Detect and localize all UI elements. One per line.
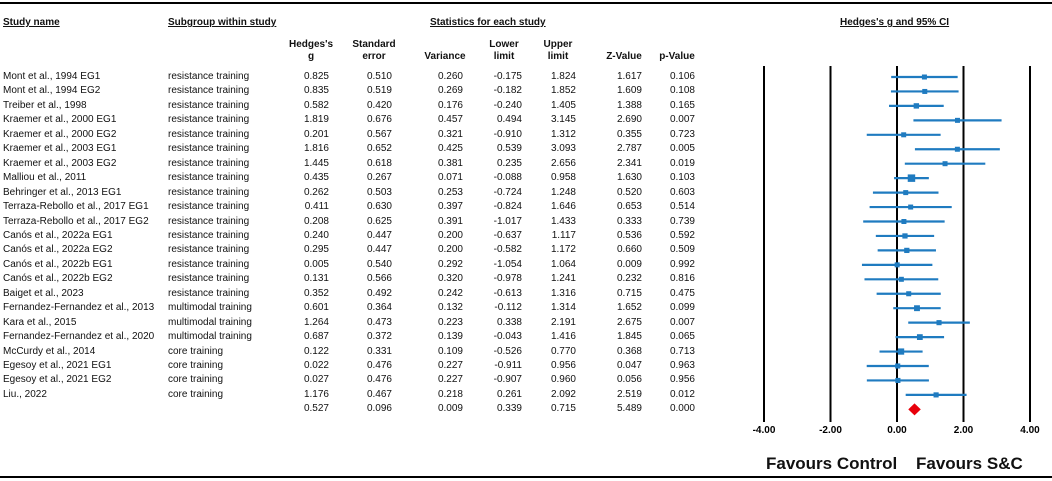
effect-marker	[934, 392, 939, 397]
stat-cell-se: 0.630	[366, 201, 392, 213]
stat-cell-z: 0.232	[616, 273, 642, 285]
study-name-cell: Kara et al., 2015	[3, 316, 77, 328]
stat-cell-g: 0.835	[303, 85, 329, 97]
stat-cell-z: 2.519	[616, 388, 642, 400]
study-name-cell: Liu., 2022	[3, 388, 47, 400]
stat-cell-lower: -0.637	[493, 229, 522, 241]
stat-cell-g: 0.201	[303, 128, 329, 140]
stat-cell-g: 0.122	[303, 345, 329, 357]
stat-cell-se: 0.540	[366, 258, 392, 270]
stat-cell-p: 0.956	[669, 374, 695, 386]
x-tick-label: -4.00	[752, 425, 776, 436]
stat-cell-p: 0.165	[669, 99, 695, 111]
stat-cell-lower: -0.088	[493, 172, 522, 184]
stat-cell-g: 0.435	[303, 172, 329, 184]
stat-cell-g: 1.816	[303, 143, 329, 155]
subgroup-cell: resistance training	[168, 99, 250, 111]
stat-cell-z: 2.675	[616, 316, 642, 328]
stat-cell-upper: 1.241	[550, 273, 576, 285]
stat-cell-p: 0.007	[669, 114, 695, 126]
stat-cell-g: 0.411	[304, 201, 329, 213]
stat-cell-z: 0.355	[616, 128, 642, 140]
stat-cell-var: 0.071	[437, 172, 463, 184]
stat-cell-p: 0.065	[669, 331, 695, 343]
stat-cell-lower: -0.240	[493, 99, 522, 111]
stat-cell-lower: 0.261	[496, 388, 522, 400]
stat-cell-p: 0.005	[669, 143, 695, 155]
stat-cell-p: 0.713	[669, 345, 695, 357]
study-name-cell: Kraemer et al., 2003 EG1	[3, 143, 117, 155]
stat-cell-var: 0.109	[437, 345, 463, 357]
effect-marker	[898, 348, 904, 354]
stat-cell-z: 0.715	[616, 287, 642, 299]
stat-cell-se: 0.420	[366, 99, 392, 111]
stat-cell-lower: -0.911	[494, 360, 522, 371]
statistics-header: Statistics for each study	[430, 17, 546, 28]
stat-cell-lower: -0.175	[493, 71, 522, 82]
study-name-cell: Kraemer et al., 2000 EG2	[3, 128, 117, 140]
stat-cell-p: 0.099	[669, 302, 695, 314]
effect-marker	[904, 248, 909, 253]
subgroup-header: Subgroup within study	[168, 17, 277, 28]
stat-cell-se: 0.364	[366, 302, 392, 314]
stat-cell-p: 0.509	[669, 244, 695, 256]
stat-cell-z: 0.536	[616, 229, 642, 241]
summary-cell-z: 5.489	[616, 403, 642, 415]
effect-marker	[902, 233, 907, 238]
stat-cell-var: 0.381	[437, 157, 463, 169]
study-name-cell: Mont et al., 1994 EG2	[3, 85, 101, 97]
stat-cell-se: 0.447	[366, 229, 392, 241]
effect-marker	[914, 103, 919, 108]
stat-cell-se: 0.519	[366, 85, 392, 97]
stat-cell-se: 0.467	[366, 388, 392, 400]
stat-cell-lower: 0.494	[496, 114, 522, 126]
subgroup-cell: core training	[168, 360, 224, 371]
stat-cell-se: 0.476	[366, 374, 392, 386]
stat-cell-se: 0.566	[366, 273, 392, 285]
stat-cell-z: 2.690	[616, 114, 642, 126]
subgroup-cell: multimodal training	[168, 316, 252, 328]
stat-cell-se: 0.447	[366, 244, 392, 256]
effect-marker	[922, 89, 927, 94]
effect-marker	[895, 363, 900, 368]
subgroup-cell: core training	[168, 374, 224, 386]
stat-cell-se: 0.676	[366, 114, 392, 126]
stat-cell-z: 0.333	[616, 215, 642, 227]
subgroup-cell: resistance training	[168, 71, 250, 82]
stat-cell-lower: -0.907	[493, 374, 522, 386]
stat-cell-p: 0.603	[669, 186, 695, 198]
stat-cell-g: 0.687	[303, 331, 329, 343]
effect-marker	[908, 205, 913, 210]
stat-cell-se: 0.492	[366, 287, 392, 299]
study-name-cell: Kraemer et al., 2000 EG1	[3, 114, 117, 126]
stat-cell-p: 0.106	[669, 71, 695, 82]
stat-cell-var: 0.260	[437, 71, 463, 82]
summary-cell-upper: 0.715	[550, 403, 576, 415]
stat-cell-g: 0.005	[303, 258, 329, 270]
stat-cell-upper: 0.958	[550, 172, 576, 184]
stat-cell-upper: 1.416	[550, 331, 576, 343]
summary-cell-p: 0.000	[669, 403, 695, 415]
subgroup-cell: core training	[168, 345, 224, 357]
stat-cell-lower: 0.235	[496, 157, 522, 169]
stat-cell-g: 0.027	[303, 374, 329, 386]
study-name-cell: Egesoy et al., 2021 EG2	[3, 374, 112, 386]
subgroup-cell: multimodal training	[168, 302, 252, 314]
stat-cell-upper: 2.656	[550, 157, 576, 169]
x-tick-label: 4.00	[1020, 425, 1040, 436]
study-name-cell: Fernandez-Fernandez et al., 2013	[3, 302, 155, 314]
study-name-cell: Egesoy et al., 2021 EG1	[3, 360, 112, 371]
subgroup-cell: core training	[168, 388, 224, 400]
stat-cell-g: 1.176	[303, 388, 329, 400]
effect-marker	[901, 132, 906, 137]
summary-cell-g: 0.527	[303, 403, 329, 415]
stat-cell-var: 0.139	[437, 331, 463, 343]
stat-cell-z: 2.341	[616, 157, 642, 169]
column-header-se: Standard error	[352, 39, 396, 62]
study-name-cell: Canós et al., 2022a EG1	[3, 229, 113, 241]
stat-cell-g: 0.601	[303, 302, 329, 314]
column-header-z: Z-Value	[606, 51, 642, 62]
stat-cell-upper: 1.312	[550, 128, 576, 140]
favours-control-label: Favours Control	[766, 454, 898, 473]
stat-cell-z: 0.009	[616, 258, 642, 270]
summary-cell-var: 0.009	[437, 403, 463, 415]
subgroup-cell: resistance training	[168, 201, 250, 213]
stat-cell-var: 0.321	[437, 128, 463, 140]
column-header-g: Hedges's g	[288, 39, 334, 62]
subgroup-cell: resistance training	[168, 85, 250, 97]
stat-cell-p: 0.019	[669, 157, 695, 169]
stat-cell-lower: -0.043	[493, 331, 522, 343]
stat-cell-p: 0.475	[669, 287, 695, 299]
stat-cell-g: 0.582	[303, 99, 329, 111]
stat-cell-z: 1.630	[616, 172, 642, 184]
subgroup-cell: resistance training	[168, 215, 250, 227]
stat-cell-upper: 1.824	[550, 71, 576, 82]
stat-cell-lower: -0.582	[493, 244, 522, 256]
subgroup-cell: resistance training	[168, 172, 250, 184]
stat-cell-lower: 0.338	[496, 316, 522, 328]
stat-cell-lower: -0.182	[493, 85, 522, 97]
effect-marker	[955, 118, 960, 123]
stat-cell-g: 1.819	[303, 114, 329, 126]
stat-cell-var: 0.227	[437, 374, 463, 386]
subgroup-cell: resistance training	[168, 244, 250, 256]
effect-marker	[955, 147, 960, 152]
stat-cell-p: 0.723	[669, 128, 695, 140]
subgroup-cell: resistance training	[168, 229, 250, 241]
stat-cell-se: 0.510	[366, 71, 392, 82]
stat-cell-lower: 0.539	[496, 143, 522, 155]
study-name-cell: Behringer et al., 2013 EG1	[3, 186, 122, 198]
subgroup-cell: resistance training	[168, 157, 250, 169]
x-tick-label: -2.00	[819, 425, 842, 436]
stat-cell-p: 0.012	[669, 388, 695, 400]
stat-cell-upper: 1.248	[550, 186, 576, 198]
stat-cell-p: 0.514	[669, 201, 695, 213]
stat-cell-lower: -1.017	[493, 215, 522, 227]
stat-cell-upper: 1.172	[550, 244, 576, 256]
stat-cell-z: 2.787	[616, 143, 642, 155]
effect-marker	[943, 161, 948, 166]
stat-cell-se: 0.476	[366, 360, 392, 371]
study-name-cell: Kraemer et al., 2003 EG2	[3, 157, 117, 169]
subgroup-cell: resistance training	[168, 258, 250, 270]
favours-treatment-label: Favours S&C	[916, 454, 1023, 473]
study-name-cell: Terraza-Rebollo et al., 2017 EG1	[3, 201, 149, 213]
stat-cell-z: 0.368	[616, 345, 642, 357]
stat-cell-upper: 1.852	[550, 85, 576, 97]
stat-cell-upper: 1.064	[550, 258, 576, 270]
stat-cell-var: 0.457	[437, 114, 463, 126]
study-name-cell: Treiber et al., 1998	[3, 99, 87, 111]
stat-cell-z: 0.660	[616, 244, 642, 256]
stat-cell-lower: -0.824	[493, 201, 522, 213]
subgroup-cell: resistance training	[168, 273, 250, 285]
effect-marker	[903, 190, 908, 195]
stat-cell-lower: -0.526	[493, 345, 522, 357]
stat-cell-z: 1.652	[616, 302, 642, 314]
summary-diamond	[908, 403, 921, 415]
stat-cell-lower: -0.724	[493, 186, 522, 198]
stat-cell-upper: 1.316	[550, 287, 576, 299]
stat-cell-upper: 1.405	[550, 99, 576, 111]
stat-cell-var: 0.227	[437, 360, 463, 371]
stat-cell-z: 1.388	[616, 99, 642, 111]
column-header-lower: Lower limit	[489, 39, 519, 62]
study-name-cell: Baiget et al., 2023	[3, 287, 84, 299]
stat-cell-z: 0.520	[616, 186, 642, 198]
stat-cell-var: 0.292	[437, 258, 463, 270]
effect-marker	[899, 277, 904, 282]
column-header-var: Variance	[424, 51, 466, 62]
stat-cell-var: 0.253	[437, 186, 463, 198]
study-name-cell: Mont et al., 1994 EG1	[3, 71, 101, 82]
stat-cell-lower: -0.613	[493, 287, 522, 299]
stat-cell-p: 0.592	[669, 229, 695, 241]
study-name-cell: Malliou et al., 2011	[3, 172, 87, 184]
stat-cell-lower: -0.978	[493, 273, 522, 285]
stat-cell-var: 0.200	[437, 229, 463, 241]
stat-cell-var: 0.200	[437, 244, 463, 256]
stat-cell-upper: 1.314	[550, 302, 576, 314]
stat-cell-upper: 2.191	[550, 316, 576, 328]
summary-cell-se: 0.096	[366, 403, 392, 415]
stat-cell-var: 0.242	[437, 287, 463, 299]
stat-cell-g: 0.352	[303, 287, 329, 299]
subgroup-cell: resistance training	[168, 128, 250, 140]
stat-cell-se: 0.567	[366, 128, 392, 140]
study-name-cell: Canós et al., 2022a EG2	[3, 244, 113, 256]
stat-cell-g: 0.022	[303, 360, 329, 371]
stat-cell-se: 0.618	[366, 157, 392, 169]
subgroup-cell: resistance training	[168, 186, 250, 198]
stat-cell-var: 0.269	[437, 85, 463, 97]
stat-cell-se: 0.267	[366, 172, 392, 184]
stat-cell-upper: 3.145	[550, 114, 576, 126]
stat-cell-upper: 0.956	[550, 360, 576, 371]
stat-cell-var: 0.176	[437, 99, 463, 111]
effect-marker	[914, 305, 920, 311]
stat-cell-upper: 1.117	[551, 229, 576, 241]
column-header-p: p-Value	[659, 51, 695, 62]
effect-marker	[922, 75, 927, 80]
summary-cell-lower: 0.339	[496, 403, 522, 415]
stat-cell-p: 0.007	[669, 316, 695, 328]
effect-marker	[917, 334, 923, 340]
stat-cell-g: 1.264	[303, 316, 329, 328]
effect-marker	[895, 378, 900, 383]
stat-cell-z: 0.056	[616, 374, 642, 386]
stat-cell-g: 0.295	[303, 244, 329, 256]
study-name-cell: Canós et al., 2022b EG1	[3, 258, 113, 270]
stat-cell-lower: -0.910	[493, 128, 522, 140]
effect-marker	[906, 291, 911, 296]
stat-cell-se: 0.473	[366, 316, 392, 328]
stat-cell-se: 0.503	[366, 186, 392, 198]
stat-cell-g: 0.825	[303, 71, 329, 82]
subgroup-cell: multimodal training	[168, 331, 252, 343]
stat-cell-upper: 2.092	[550, 388, 576, 400]
stat-cell-upper: 1.646	[550, 201, 576, 213]
stat-cell-upper: 0.960	[550, 374, 576, 386]
stat-cell-g: 0.131	[303, 273, 329, 285]
stat-cell-g: 1.445	[303, 157, 329, 169]
study-name-cell: McCurdy et al., 2014	[3, 345, 96, 357]
stat-cell-z: 0.653	[616, 201, 642, 213]
stat-cell-var: 0.218	[437, 388, 463, 400]
subgroup-cell: resistance training	[168, 143, 250, 155]
stat-cell-upper: 3.093	[550, 143, 576, 155]
study-name-cell: Canós et al., 2022b EG2	[3, 273, 113, 285]
stat-cell-z: 0.047	[616, 360, 642, 371]
stat-cell-p: 0.816	[669, 273, 695, 285]
study-name-header: Study name	[3, 17, 60, 28]
x-tick-label: 0.00	[887, 425, 907, 436]
effect-marker	[895, 262, 900, 267]
stat-cell-se: 0.625	[366, 215, 392, 227]
stat-cell-se: 0.372	[366, 331, 392, 343]
ci-header: Hedges's g and 95% CI	[840, 17, 950, 28]
effect-marker	[901, 219, 906, 224]
column-header-upper: Upper limit	[543, 39, 573, 62]
stat-cell-lower: -0.112	[494, 302, 522, 314]
stat-cell-upper: 1.433	[550, 215, 576, 227]
stat-cell-g: 0.262	[303, 186, 329, 198]
stat-cell-z: 1.609	[616, 85, 642, 97]
subgroup-cell: resistance training	[168, 287, 250, 299]
subgroup-cell: resistance training	[168, 114, 250, 126]
stat-cell-p: 0.103	[669, 172, 695, 184]
stat-cell-g: 0.240	[303, 229, 329, 241]
stat-cell-p: 0.963	[669, 360, 695, 371]
stat-cell-z: 1.617	[616, 71, 642, 82]
stat-cell-var: 0.320	[437, 273, 463, 285]
stat-cell-lower: -1.054	[493, 258, 522, 270]
stat-cell-z: 1.845	[616, 331, 642, 343]
stat-cell-var: 0.391	[437, 215, 463, 227]
stat-cell-se: 0.331	[366, 345, 392, 357]
stat-cell-var: 0.132	[437, 302, 463, 314]
stat-cell-p: 0.739	[669, 215, 695, 227]
study-name-cell: Fernandez-Fernandez et al., 2020	[3, 331, 155, 343]
study-name-cell: Terraza-Rebollo et al., 2017 EG2	[3, 215, 149, 227]
stat-cell-se: 0.652	[366, 143, 392, 155]
stat-cell-p: 0.108	[669, 85, 695, 97]
stat-cell-var: 0.425	[437, 143, 463, 155]
stat-cell-g: 0.208	[303, 215, 329, 227]
x-tick-label: 2.00	[953, 425, 974, 436]
stat-cell-var: 0.397	[437, 201, 463, 213]
effect-marker	[908, 174, 915, 181]
stat-cell-var: 0.223	[437, 316, 463, 328]
stat-cell-upper: 0.770	[550, 345, 576, 357]
effect-marker	[936, 320, 941, 325]
stat-cell-p: 0.992	[669, 258, 695, 270]
